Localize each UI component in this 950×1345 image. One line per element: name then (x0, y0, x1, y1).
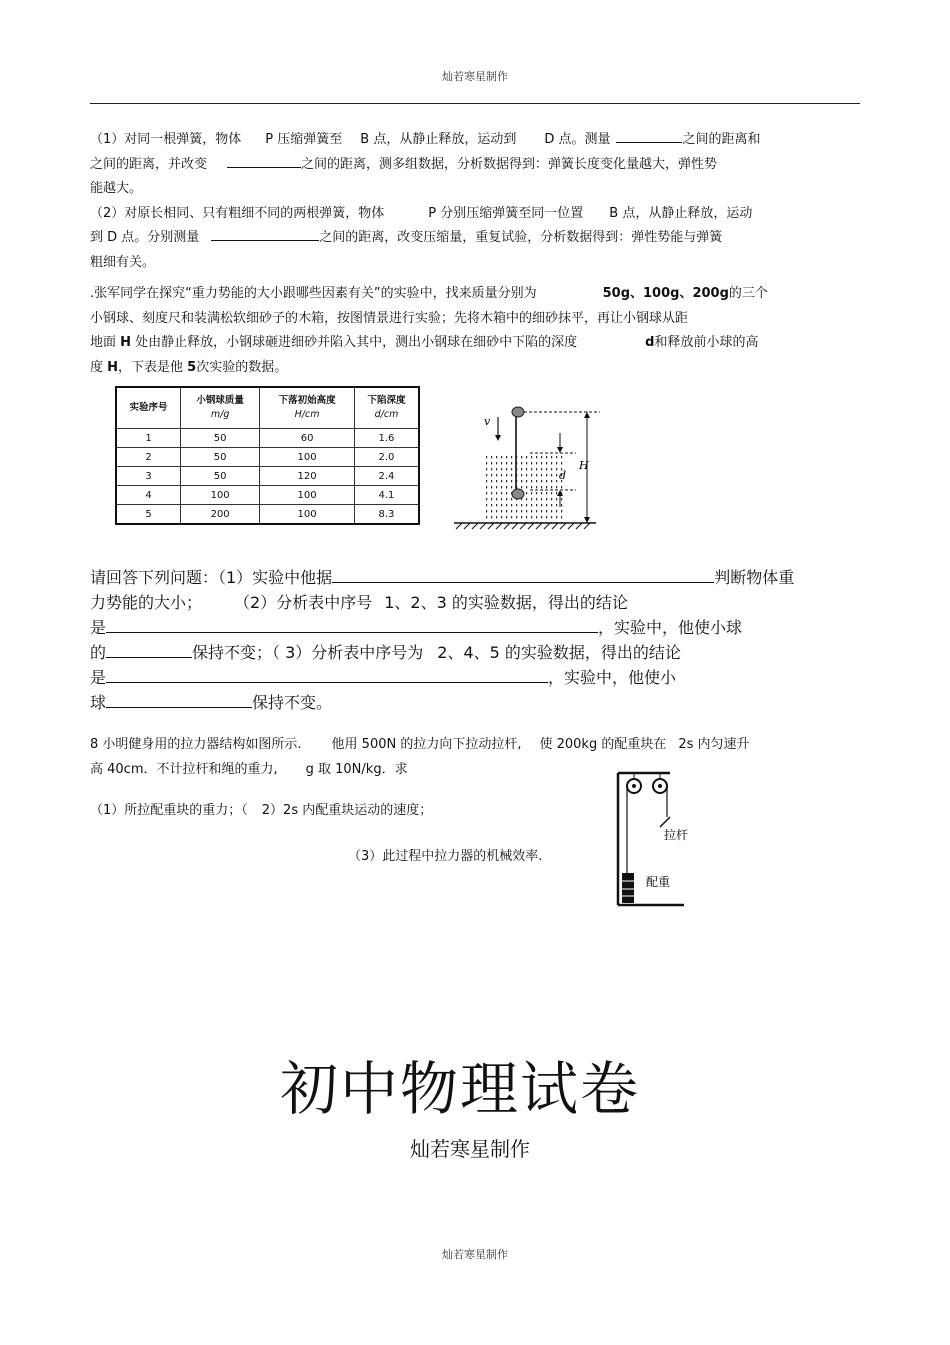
table-cell: 50 (181, 429, 260, 448)
spring-text: 到 D 点。分别测量 (90, 230, 200, 245)
table-row (116, 505, 419, 525)
table-cell: 4 (116, 486, 181, 505)
table-row (116, 467, 419, 486)
table-header: 下落初始高度 H/cm (260, 387, 355, 429)
question-text: （2）分析表中序号 (234, 593, 373, 612)
q8-text: g 取 10N/kg．求 (305, 761, 408, 777)
table-cell: 100 (260, 448, 355, 467)
table-header: 实验序号 (116, 387, 181, 429)
q8-text: 2s 内匀速升 (678, 737, 750, 752)
question-text: 力势能的大小； (90, 593, 203, 612)
spring-text: （2）对原长相同、只有粗细不同的两根弹簧，物体 (90, 205, 385, 221)
table-cell: 1 (116, 429, 181, 448)
answer-blank[interactable] (227, 153, 301, 168)
table-cell: 2.4 (354, 467, 419, 486)
q8-text: 2）2s 内配重块运动的速度； (261, 803, 433, 818)
q8-subquestion-1-2 (90, 799, 590, 824)
q8-text: 8 小明健身用的拉力器结构如图所示. (90, 737, 302, 752)
gravity-text: 地面 (90, 335, 121, 350)
spring-text: （1）对同一根弹簧，物体 (90, 132, 242, 147)
question-text: 保持不变。 (252, 693, 333, 712)
answer-blank[interactable] (106, 616, 598, 633)
table-cell: 100 (181, 486, 260, 505)
table-cell: 5 (116, 505, 181, 525)
gravity-text: 次实验的数据。 (196, 359, 288, 375)
spring-text: 之间的距离和 (682, 132, 761, 147)
table-cell: 8.3 (354, 505, 419, 525)
gravity-text: 的三个 (728, 286, 768, 301)
question-8 (90, 733, 860, 782)
pull-bar-label: 拉杆 (664, 828, 689, 842)
weight-label: 配重 (646, 875, 671, 889)
question-text: ，实验中，他使小球 (598, 618, 743, 637)
page-title: 初中物理试卷 (279, 1055, 640, 1123)
gravity-text: ，下表是他 (118, 359, 188, 375)
question-text: 球 (90, 693, 107, 712)
gravity-text: H (107, 359, 119, 375)
spring-text: P 分别压缩弹簧至同一位置 (428, 205, 584, 221)
question-text: 保持不变；（ 3）分析表中序号为 (192, 643, 424, 662)
spring-question (90, 128, 860, 275)
spring-text: B 点，从静止释放，运动 (609, 205, 753, 221)
table-header-row (116, 387, 419, 429)
q8-text: （1）所拉配重块的重力；（ (90, 803, 248, 818)
spring-text: 之间的距离，测多组数据，分析数据得到：弹簧长度变化量越大，弹性势 (301, 156, 718, 172)
page-footer: 灿若寒星制作 (442, 1248, 508, 1261)
gravity-text: H (120, 335, 132, 350)
spring-text: 能越大。 (90, 181, 143, 196)
q8-text: （3）此过程中拉力器的机械效率. (348, 849, 543, 864)
depth-arrowhead-top (557, 447, 563, 453)
question-text: 的 (90, 643, 107, 662)
table-cell: 2.0 (354, 448, 419, 467)
gravity-text: .张军同学在探究“重力势能的大小跟哪些因素有关”的实验中，找来质量分别为 (90, 286, 537, 301)
depth-label: d (559, 469, 567, 482)
answer-blank[interactable] (106, 691, 252, 708)
page-header: 灿若寒星制作 (442, 70, 508, 83)
answer-blank[interactable] (211, 226, 319, 241)
ball-bottom (512, 489, 524, 499)
table-cell: 50 (181, 448, 260, 467)
gravity-text: 和释放前小球的高 (654, 335, 759, 350)
spring-text: 之间的距离，并改变 (90, 156, 208, 172)
velocity-arrowhead (495, 435, 501, 441)
question-text: 请回答下列问题：（1）实验中他据 (90, 568, 333, 587)
gravity-text: 小钢球、刻度尺和装满松软细砂子的木箱，按图情景进行实验；先将木箱中的细砂抹平，再让小钢球从距 (90, 310, 689, 326)
table-cell: 4.1 (354, 486, 419, 505)
pulley-machine-figure (612, 765, 702, 910)
header-rule (90, 103, 860, 104)
spring-text: D 点。测量 (544, 132, 611, 147)
velocity-label: v (484, 415, 491, 428)
spring-text: P 压缩弹簧至 (265, 132, 343, 147)
table-row (116, 486, 419, 505)
spring-text: 之间的距离，改变压缩量，重复试验，分析数据得到：弹性势能与弹簧 (319, 230, 723, 245)
table-cell: 3 (116, 467, 181, 486)
question-text: 1、2、3 的实验数据，得出的结论 (384, 593, 628, 612)
sand-box (486, 453, 566, 523)
page-subtitle: 灿若寒星制作 (410, 1137, 530, 1161)
height-label: H (579, 459, 589, 472)
gravity-text: d (645, 335, 655, 350)
pulley-left-axle (632, 784, 636, 788)
table-cell: 1.6 (354, 429, 419, 448)
weight-stack (622, 873, 634, 903)
table-header: 小钢球质量 m/g (181, 387, 260, 429)
gravity-text: 度 (90, 359, 108, 375)
q8-text: 高 40cm．不计拉杆和绳的重力, (90, 761, 278, 777)
answer-blank[interactable] (332, 566, 714, 583)
table-header: 下陷深度 d/cm (354, 387, 419, 429)
question-text: 是 (90, 668, 107, 687)
question-text: ，实验中，他使小 (548, 668, 677, 687)
pull-bar (660, 817, 670, 827)
table-cell: 2 (116, 448, 181, 467)
answer-blank[interactable] (106, 641, 192, 658)
gravity-question (90, 282, 860, 380)
table-cell: 100 (260, 505, 355, 525)
mass-values: 50g、100g、200g (602, 286, 729, 301)
table-row (116, 448, 419, 467)
table-cell: 120 (260, 467, 355, 486)
ball-top (512, 407, 524, 417)
height-arrowhead-bottom (584, 517, 590, 523)
experiment-table (115, 386, 420, 525)
q8-subquestion-3 (348, 845, 608, 870)
pulley-right-axle (658, 784, 662, 788)
gravity-text: 5 (187, 359, 197, 375)
gravity-text: 处由静止释放，小钢球砸进细砂并陷入其中，测出小钢球在细砂中下陷的深度 (131, 335, 578, 350)
answer-blank[interactable] (616, 128, 682, 143)
question-text: 是 (90, 618, 107, 637)
ground-hatching (456, 523, 590, 529)
q8-text: 使 200kg 的配重块在 (539, 737, 667, 752)
answer-questions (90, 565, 860, 715)
answer-blank[interactable] (106, 666, 548, 683)
q8-text: 他用 500N 的拉力向下拉动拉杆, (331, 737, 522, 752)
table-cell: 100 (260, 486, 355, 505)
spring-text: 粗细有关。 (90, 254, 156, 270)
spring-text: B 点，从静止释放，运动到 (360, 132, 517, 147)
sand-box-figure (450, 395, 600, 530)
height-arrowhead-top (584, 412, 590, 418)
table-cell: 50 (181, 467, 260, 486)
question-text: 判断物体重 (714, 568, 795, 587)
table-row (116, 429, 419, 448)
table-cell: 200 (181, 505, 260, 525)
question-text: 2、4、5 的实验数据，得出的结论 (437, 643, 681, 662)
table-cell: 60 (260, 429, 355, 448)
